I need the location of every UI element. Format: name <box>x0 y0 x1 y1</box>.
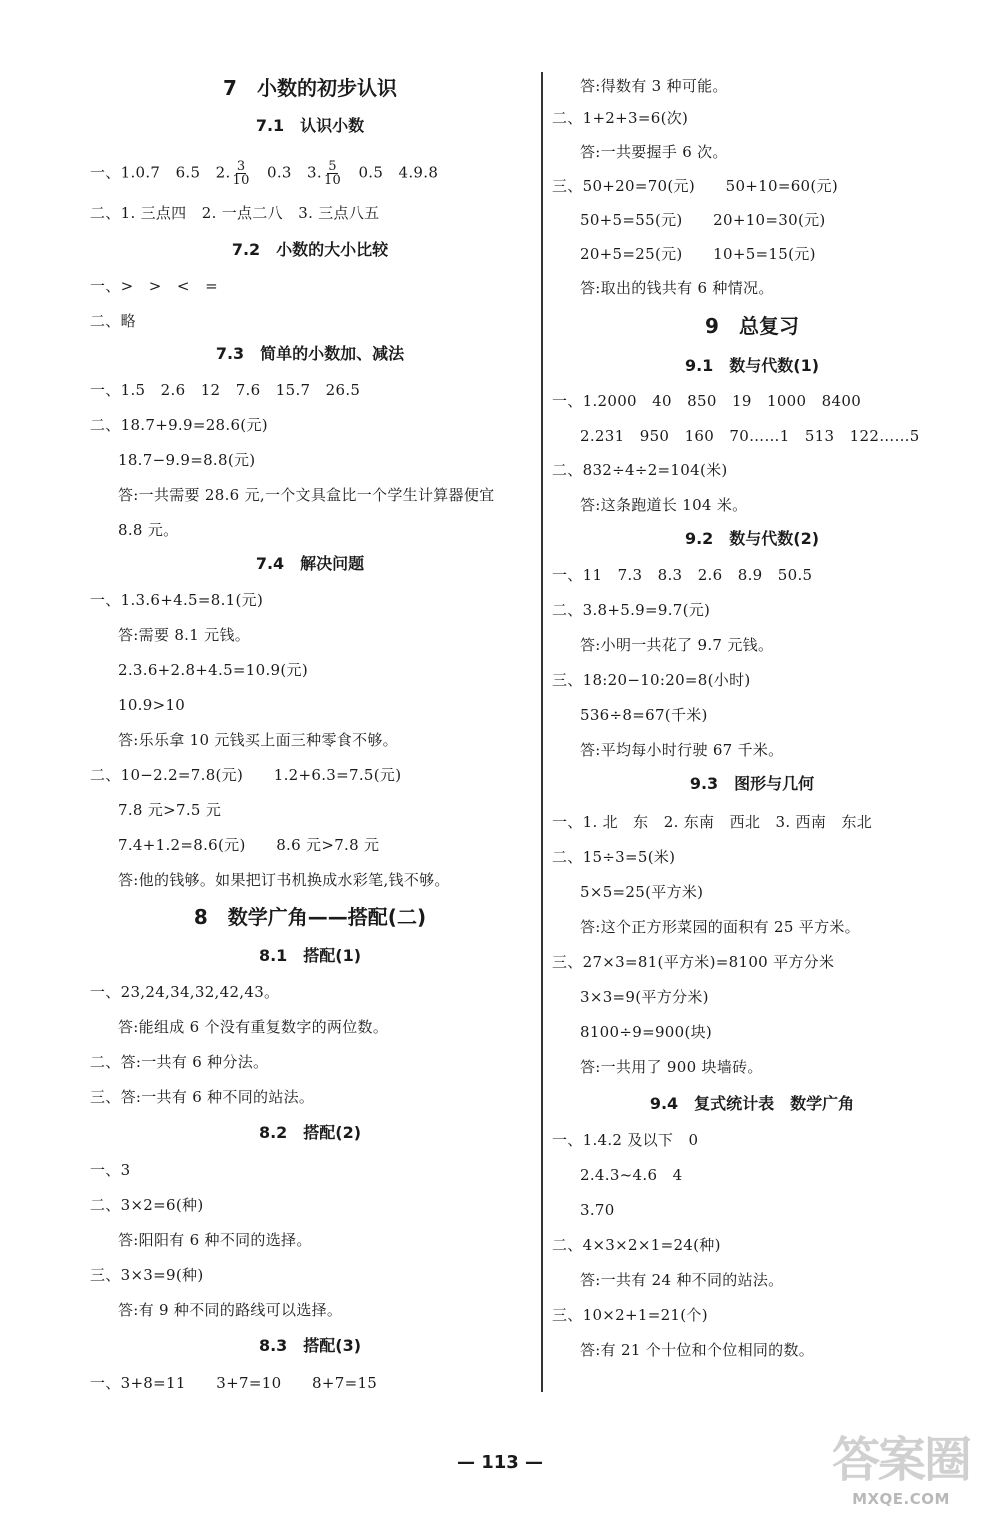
answer-line: 三、27×3=81(平方米)=8100 平方分米 <box>552 953 835 971</box>
answer-line: 三、3×3=9(种) <box>90 1266 204 1284</box>
answer-line: 二、1+2+3=6(次) <box>552 109 689 127</box>
answer-line: 答:一共要握手 6 次。 <box>580 143 728 161</box>
answer-line: 答:取出的钱共有 6 种情况。 <box>580 279 774 297</box>
answer-line: 二、答:一共有 6 种分法。 <box>90 1053 269 1071</box>
answer-line: 二、4×3×2×1=24(种) <box>552 1236 721 1254</box>
chapter-8-title: 8 数学广角——搭配(二) <box>193 905 427 929</box>
section-8-2-title: 8.2 搭配(2) <box>258 1123 362 1142</box>
answer-line: 二、略 <box>90 312 136 330</box>
chapter-9-title: 9 总复习 <box>705 314 799 338</box>
answer-line: 一、23,24,34,32,42,43。 <box>90 983 280 1001</box>
answer-line: 一、1. 北 东 2. 东南 西北 3. 西南 东北 <box>552 813 873 831</box>
answer-line: 三、50+20=70(元) 50+10=60(元) <box>552 177 839 195</box>
section-8-1-title: 8.1 搭配(1) <box>258 946 362 965</box>
answer-line: 一、11 7.3 8.3 2.6 8.9 50.5 <box>552 566 813 584</box>
answer-line: 答:乐乐拿 10 元钱买上面三种零食不够。 <box>118 731 398 749</box>
answer-line: 3.70 <box>580 1201 615 1219</box>
watermark-logo <box>826 1430 976 1520</box>
answer-line: 二、10−2.2=7.8(元) 1.2+6.3=7.5(元) <box>90 766 402 784</box>
answer-line: 2.231 950 160 70……1 513 122……5 <box>580 427 920 445</box>
answer-line: 2.3.6+2.8+4.5=10.9(元) <box>118 661 308 679</box>
answer-line: 答:有 9 种不同的路线可以选择。 <box>118 1301 343 1319</box>
answer-line: 一、> > < = <box>90 277 218 295</box>
fraction <box>233 160 250 187</box>
answer-line: 一、1.4.2 及以下 0 <box>552 1131 699 1149</box>
answer-line: 一、1.2000 40 850 19 1000 8400 <box>552 392 862 410</box>
answer-line: 答:平均每小时行驶 67 千米。 <box>580 741 784 759</box>
answer-line: 二、18.7+9.9=28.6(元) <box>90 416 268 434</box>
answer-line: 8.8 元。 <box>118 521 179 539</box>
answer-line: 二、832÷4÷2=104(米) <box>552 461 728 479</box>
answer-line: 三、10×2+1=21(个) <box>552 1306 708 1324</box>
section-7-1-title: 7.1 认识小数 <box>255 116 365 135</box>
answer-text: 一、1.0.7 6.5 2. <box>90 163 231 182</box>
answer-line: 答:一共需要 28.6 元,一个文具盒比一个学生计算器便宜 <box>118 486 495 504</box>
answer-line: 三、18:20−10:20=8(小时) <box>552 671 751 689</box>
answer-line: 18.7−9.9=8.8(元) <box>118 451 256 469</box>
answer-line: 二、3.8+5.9=9.7(元) <box>552 601 711 619</box>
section-8-3-title: 8.3 搭配(3) <box>258 1336 362 1355</box>
answer-line: 5×5=25(平方米) <box>580 883 704 901</box>
answer-line: 10.9>10 <box>118 696 186 714</box>
answer-line: 3×3=9(平方分米) <box>580 988 709 1006</box>
section-9-1-title: 9.1 数与代数(1) <box>684 356 820 375</box>
answer-line: 答:一共用了 900 块墙砖。 <box>580 1058 763 1076</box>
answer-line: 答:有 21 个十位和个位相同的数。 <box>580 1341 815 1359</box>
answer-line: 二、1. 三点四 2. 一点二八 3. 三点八五 <box>90 204 380 222</box>
section-7-3-title: 7.3 简单的小数加、减法 <box>215 344 405 363</box>
column-divider <box>541 72 543 1392</box>
fraction-denominator: 10 <box>232 173 250 188</box>
watermark-url: MXQE.COM <box>852 1490 950 1508</box>
answer-line: 答:需要 8.1 元钱。 <box>118 626 251 644</box>
answer-line: 答:这个正方形菜园的面积有 25 平方米。 <box>580 918 860 936</box>
answer-line: 一、1.5 2.6 12 7.6 15.7 26.5 <box>90 381 361 399</box>
answer-line: 二、3×2=6(种) <box>90 1196 204 1214</box>
section-9-2-title: 9.2 数与代数(2) <box>684 529 820 548</box>
section-7-4-title: 7.4 解决问题 <box>255 554 365 573</box>
answer-line: 三、答:一共有 6 种不同的站法。 <box>90 1088 315 1106</box>
answer-line: 50+5=55(元) 20+10=30(元) <box>580 211 826 229</box>
answer-line: 答:这条跑道长 104 米。 <box>580 496 748 514</box>
answer-line: 536÷8=67(千米) <box>580 706 708 724</box>
answer-line: 答:小明一共花了 9.7 元钱。 <box>580 636 774 654</box>
answer-line: 一、3 <box>90 1161 131 1179</box>
section-9-4-title: 9.4 复式统计表 数学广角 <box>649 1094 855 1113</box>
fraction <box>324 160 341 187</box>
answer-line: 答:阳阳有 6 种不同的选择。 <box>118 1231 312 1249</box>
answer-line: 答:得数有 3 种可能。 <box>580 77 728 95</box>
answer-line: 8100÷9=900(块) <box>580 1023 713 1041</box>
section-7-2-title: 7.2 小数的大小比较 <box>231 240 389 259</box>
fraction-denominator: 10 <box>323 173 342 188</box>
answer-line: 答:他的钱够。如果把订书机换成水彩笔,钱不够。 <box>118 871 450 889</box>
answer-line: 一、3+8=11 3+7=10 8+7=15 <box>90 1374 378 1392</box>
answer-line: 7.8 元>7.5 元 <box>118 801 222 819</box>
fraction-numerator: 5 <box>328 159 337 174</box>
answer-text: 0.3 3. <box>251 163 322 182</box>
answer-line <box>90 160 438 187</box>
answer-line: 7.4+1.2=8.6(元) 8.6 元>7.8 元 <box>118 836 380 854</box>
answer-line: 答:能组成 6 个没有重复数字的两位数。 <box>118 1018 389 1036</box>
watermark-logo-text: 答案圈 <box>831 1432 970 1488</box>
fraction-numerator: 3 <box>236 159 246 174</box>
chapter-7-title: 7 小数的初步认识 <box>223 76 397 100</box>
answer-line: 一、1.3.6+4.5=8.1(元) <box>90 591 264 609</box>
answer-line: 二、15÷3=5(米) <box>552 848 676 866</box>
section-9-3-title: 9.3 图形与几何 <box>689 774 815 793</box>
answer-line: 答:一共有 24 种不同的站法。 <box>580 1271 784 1289</box>
answer-text: 0.5 4.9.8 <box>343 163 439 182</box>
page-number: — 113 — <box>456 1452 544 1473</box>
answer-line: 20+5=25(元) 10+5=15(元) <box>580 245 816 263</box>
answer-line: 2.4.3~4.6 4 <box>580 1166 683 1184</box>
